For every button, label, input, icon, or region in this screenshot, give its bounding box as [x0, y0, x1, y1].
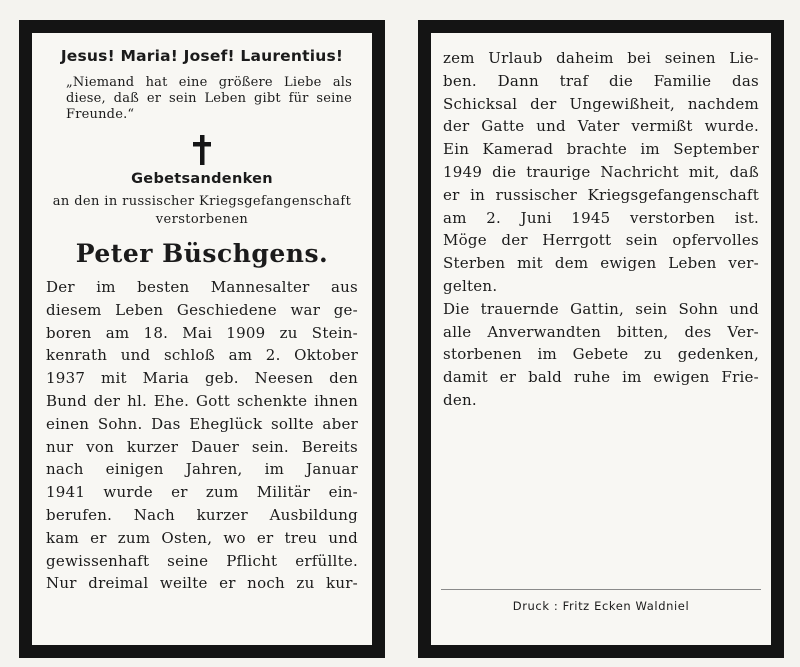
text-line: alle Anverwandten bitten, des Ver- — [443, 322, 759, 341]
text-line: diesem Leben Geschiedene war ge- — [46, 300, 358, 319]
cross-icon-wrap — [46, 135, 358, 165]
text-line: Die trauernde Gattin, sein Sohn und — [443, 299, 759, 318]
text-line: gewissenhaft seine Pflicht erfüllte. — [46, 551, 358, 570]
printer-credit: Druck : Fritz Ecken Waldniel — [512, 599, 690, 613]
text-line: am 2. Juni 1945 verstorben ist. — [443, 208, 759, 227]
text-line: kam er zum Osten, wo er treu und — [46, 528, 358, 547]
biography-continuation — [443, 47, 759, 412]
text-line: nach einigen Jahren, im Januar — [46, 460, 358, 479]
text-line: Sterben mit dem ewigen Leben ver- — [443, 254, 759, 273]
card-back-page — [431, 33, 771, 645]
text-line: 1941 wurde er zum Militär ein- — [46, 483, 358, 502]
text-line: kenrath und schloß am 2. Oktober — [46, 346, 358, 365]
text-line: Schicksal der Ungewißheit, nachdem — [443, 94, 759, 113]
memorial-card-back — [418, 20, 784, 658]
text-line: damit er bald ruhe im ewigen Frie- — [443, 368, 759, 387]
text-line: boren am 18. Mai 1909 zu Stein- — [46, 323, 358, 342]
text-line: Der im besten Mannesalter aus — [46, 278, 358, 296]
biography-text — [46, 276, 358, 595]
text-line: storbenen im Gebete zu gedenken, — [443, 345, 759, 364]
text-line: Nur dreimal weilte er noch zu kur- — [46, 574, 358, 593]
text-line: der Gatte und Vater vermißt wurde. — [443, 117, 759, 136]
text-line: einen Sohn. Das Eheglück sollte aber — [46, 414, 358, 433]
memorial-heading: Gebetsandenken — [131, 171, 273, 187]
invocation-heading: Jesus! Maria! Josef! Laurentius! — [60, 47, 344, 65]
text-line: 1937 mit Maria geb. Neesen den — [46, 369, 358, 388]
deceased-name: Peter Büschgens. — [75, 239, 329, 268]
subtitle-line-1: an den in russischer Kriegsgefangenschaft — [52, 194, 352, 209]
text-line: er in russischer Kriegsgefangenschaft — [443, 185, 759, 204]
text-line: Bund der hl. Ehe. Gott schenkte ihnen — [46, 391, 358, 410]
latin-cross-icon — [193, 135, 211, 165]
text-line: 1949 die traurige Nachricht mit, daß — [443, 162, 759, 181]
footer-divider — [441, 589, 761, 590]
subtitle-line-2: verstorbenen — [155, 212, 249, 227]
text-line: den. — [443, 390, 477, 409]
text-line: zem Urlaub daheim bei seinen Lie- — [443, 49, 759, 67]
text-line: berufen. Nach kurzer Ausbildung — [46, 505, 358, 524]
bible-quote: „Niemand hat eine größere Liebe als diese, daß er sein Leben gibt für seine Freunde.“ — [66, 75, 352, 122]
text-line: nur von kurzer Dauer sein. Bereits — [46, 437, 358, 456]
text-line: Möge der Herrgott sein opfervolles — [443, 231, 759, 250]
memorial-card-front — [19, 20, 385, 658]
text-line: Ein Kamerad brachte im September — [443, 140, 759, 159]
text-line: ben. Dann traf die Familie das — [443, 71, 759, 90]
card-front-page — [32, 33, 372, 645]
text-line: gelten. — [443, 276, 498, 295]
